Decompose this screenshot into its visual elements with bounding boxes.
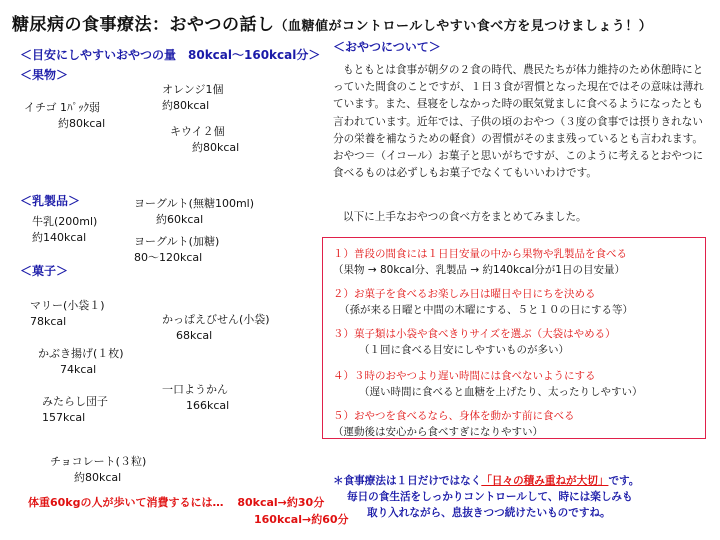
- title-text: 糖尿病の食事療法：おやつの話し: [12, 15, 275, 35]
- note-post: です。: [608, 475, 640, 487]
- item-name: ヨーグルト(無糖100ml): [134, 197, 255, 210]
- item-name: チョコレート(３粒): [50, 455, 147, 468]
- fruit-item-kiwi: [170, 124, 239, 156]
- dairy-heading: ＜乳製品＞: [20, 194, 81, 208]
- tip-detail: （孫が来る日曜と中間の木曜にする、５と１０の日にする等）: [339, 304, 633, 316]
- about-paragraph-text: もともとは食事が朝夕の２食の時代、農民たちが体力維持のため休憩時にとっていた間食のことですが、１日３食が習慣となった現在ではその意味は薄れています。また、昼寝をしなかった時の眠気覚ましに食べるようになったとも言われています。近年では、子供の頃のおやつ（３度の食事では摂りきれない分の栄養を補なうための軽食）の習慣がそのまま残っているとも言われます。おやつ＝（イコール）お菓子と思いがちですが、このように考えるとおやつに食べるものは必ずしもお菓子でなくてもいいわけです。: [333, 64, 704, 180]
- item-name: オレンジ1個: [162, 83, 224, 96]
- subtitle: （血糖値がコントロールしやすい食べ方を見つけましょう！）: [274, 19, 653, 34]
- tip-heading: ３）菓子類は小袋や食べきりサイズを選ぶ（大袋はやめる）: [333, 328, 616, 340]
- fruit-heading: ＜果物＞: [20, 68, 69, 82]
- item-cal: 80〜120kcal: [134, 251, 203, 264]
- tips-intro: 以下に上手なおやつの食べ方をまとめてみました。: [343, 211, 587, 223]
- item-name: 牛乳(200ml): [32, 215, 98, 228]
- sweets-item-ebisen: [162, 312, 270, 344]
- tip-item: [333, 246, 627, 278]
- item-name: ヨーグルト(加糖): [134, 235, 220, 248]
- tips-box: [322, 237, 706, 439]
- note-line-1: [333, 473, 713, 489]
- item-name: キウイ２個: [170, 125, 225, 138]
- sweets-item-yokan: [162, 382, 229, 414]
- item-cal: 約80kcal: [58, 117, 106, 130]
- dairy-item-yogurt-plain: [134, 196, 254, 228]
- tip-item: [333, 286, 633, 318]
- tip-item: [333, 368, 643, 400]
- sweets-item-kabukiage: [38, 346, 124, 378]
- sweets-heading: ＜菓子＞: [20, 264, 69, 278]
- dairy-item-milk: [32, 214, 97, 246]
- tip-detail: （遅い時間に食べると血糖を上げたり、太ったりしやすい）: [359, 386, 643, 398]
- tip-heading: ２）お菓子を食べるお楽しみ日は曜日や日にちを決める: [333, 288, 596, 300]
- item-name: みたらし団子: [42, 395, 108, 408]
- item-cal: 68kcal: [176, 329, 213, 342]
- item-cal: 約80kcal: [192, 141, 240, 154]
- about-heading: ＜おやつについて＞: [333, 40, 441, 54]
- item-name: かぶき揚げ(１枚): [38, 347, 124, 360]
- item-cal: 157kcal: [42, 411, 86, 424]
- item-cal: 約60kcal: [156, 213, 204, 226]
- tip-detail: （果物 → 80kcal分、乳製品 → 約140kcal分が1日の目安量）: [333, 264, 625, 276]
- item-name: かっぱえびせん(小袋): [162, 313, 270, 326]
- item-cal: 約80kcal: [74, 471, 122, 484]
- item-name: マリー(小袋１): [30, 299, 105, 312]
- tip-heading: ４）３時のおやつより遅い時間には食べないようにする: [333, 370, 596, 382]
- tip-detail: （運動後は安心から食べすぎになりやすい）: [333, 426, 543, 438]
- about-paragraph: [333, 62, 705, 182]
- item-cal: 166kcal: [186, 399, 230, 412]
- walk-prefix: 体重60kgの人が歩いて消費するには…: [28, 496, 224, 509]
- tip-detail: （１回に食べる目安にしやすいものが多い）: [359, 344, 569, 356]
- tip-heading: ５）おやつを食べるなら、身体を動かす前に食べる: [333, 410, 575, 422]
- item-name: イチゴ 1ﾊﾟｯｸ弱: [24, 101, 101, 114]
- walk-line-2: 160kcal→約60分: [254, 513, 349, 526]
- fruit-item-orange: [162, 82, 223, 114]
- note-line-2: 毎日の食生活をしっかりコントロールして、時には楽しみも: [347, 491, 633, 503]
- guide-heading: ＜目安にしやすいおやつの量 80kcal〜160kcal分＞: [20, 48, 321, 62]
- tip-heading: １）普段の間食には１日目安量の中から果物や乳製品を食べる: [333, 248, 627, 260]
- note-pre: ＊食事療法は１日だけではなく: [333, 475, 482, 487]
- sweets-item-chocolate: [50, 454, 146, 486]
- closing-note: [333, 473, 713, 521]
- item-cal: 78kcal: [30, 315, 67, 328]
- page-title: [12, 10, 652, 35]
- item-cal: 74kcal: [60, 363, 97, 376]
- sweets-item-marie: [30, 298, 105, 330]
- walking-calorie-note: [28, 494, 349, 528]
- sweets-item-dango: [42, 394, 108, 426]
- item-name: 一口ようかん: [162, 383, 228, 396]
- note-highlight: 「日々の積み重ねが大切」: [481, 475, 609, 487]
- fruit-item-strawberry: [24, 100, 105, 132]
- dairy-item-yogurt-sweet: [134, 234, 219, 266]
- item-cal: 約140kcal: [32, 231, 87, 244]
- tip-item: [333, 408, 575, 440]
- note-line-3: 取り入れながら、息抜きつつ続けたいものですね。: [367, 507, 611, 519]
- tip-item: [333, 326, 616, 358]
- walk-line-1: 80kcal→約30分: [237, 496, 325, 509]
- item-cal: 約80kcal: [162, 99, 210, 112]
